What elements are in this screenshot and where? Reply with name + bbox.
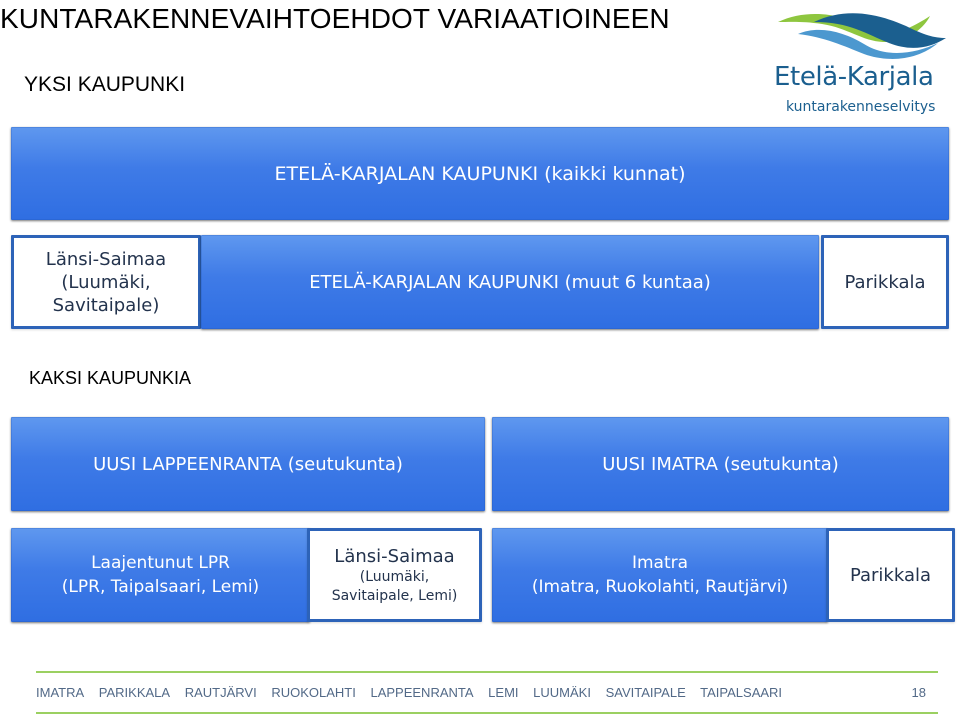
lansi-saimaa-title: Länsi-Saimaa [45, 248, 167, 270]
footer-item-rautjarvi: RAUTJÄRVI [184, 685, 257, 700]
box-imatra [492, 528, 828, 622]
footer-item-taipalsaari: TAIPALSAARI [700, 685, 783, 700]
wave-logo-icon [760, 4, 950, 66]
logo-text: Etelä-Karjala [774, 62, 934, 92]
footer-item-savitaipale: SAVITAIPALE [605, 685, 686, 700]
lansi-saimaa-2-title: Länsi-Saimaa [334, 545, 455, 567]
footer-item-ruokolahti: RUOKOLAHTI [271, 685, 356, 700]
box-uusi-imatra: UUSI IMATRA (seutukunta) [492, 417, 949, 511]
footer-item-lappeenranta: LAPPEENRANTA [370, 685, 474, 700]
logo-subtitle: kuntarakenneselvitys [786, 99, 936, 115]
lansi-saimaa-2-line-3: Savitaipale, Lemi) [331, 587, 458, 604]
section-one-city: YKSI KAUPUNKI [24, 73, 186, 96]
box-lansi-saimaa-two-cities [307, 528, 482, 622]
page-title: KUNTARAKENNEVAIHTOEHDOT VARIAATIOINEEN [0, 3, 670, 34]
footer-item-lemi: LEMI [488, 685, 519, 700]
footer-item-luumaki: LUUMÄKI [533, 685, 591, 700]
box-etela-karjala-all: ETELÄ-KARJALAN KAUPUNKI (kaikki kunnat) [11, 127, 949, 220]
box-lansi-saimaa-single-city [11, 235, 201, 329]
section-two-cities: KAKSI KAUPUNKIA [29, 368, 192, 388]
imatra-line-2: (Imatra, Ruokolahti, Rautjärvi) [531, 577, 789, 597]
box-etela-karjala-6: ETELÄ-KARJALAN KAUPUNKI (muut 6 kuntaa) [201, 235, 819, 329]
box-parikkala-two-cities: Parikkala [826, 528, 955, 622]
footer-item-imatra: IMATRA [36, 685, 85, 700]
etela-karjala-logo [760, 4, 950, 124]
box-laajentunut-lpr [11, 528, 310, 622]
box-parikkala-single-city: Parikkala [821, 235, 949, 329]
footer-bottom-line [36, 712, 938, 714]
lansi-saimaa-line-2: (Luumäki, [61, 271, 151, 293]
footer-top-line [36, 671, 938, 673]
lansi-saimaa-line-3: Savitaipale) [52, 294, 160, 316]
laajentunut-lpr-line-2: (LPR, Taipalsaari, Lemi) [61, 577, 260, 597]
footer-item-parikkala: PARIKKALA [98, 685, 171, 700]
box-uusi-lappeenranta: UUSI LAPPEENRANTA (seutukunta) [11, 417, 485, 511]
imatra-title: Imatra [631, 553, 689, 573]
footer-municipality-list [36, 684, 793, 702]
lansi-saimaa-2-line-2: (Luumäki, [359, 568, 430, 585]
page-number: 18 [911, 685, 926, 700]
laajentunut-lpr-title: Laajentunut LPR [91, 553, 230, 573]
